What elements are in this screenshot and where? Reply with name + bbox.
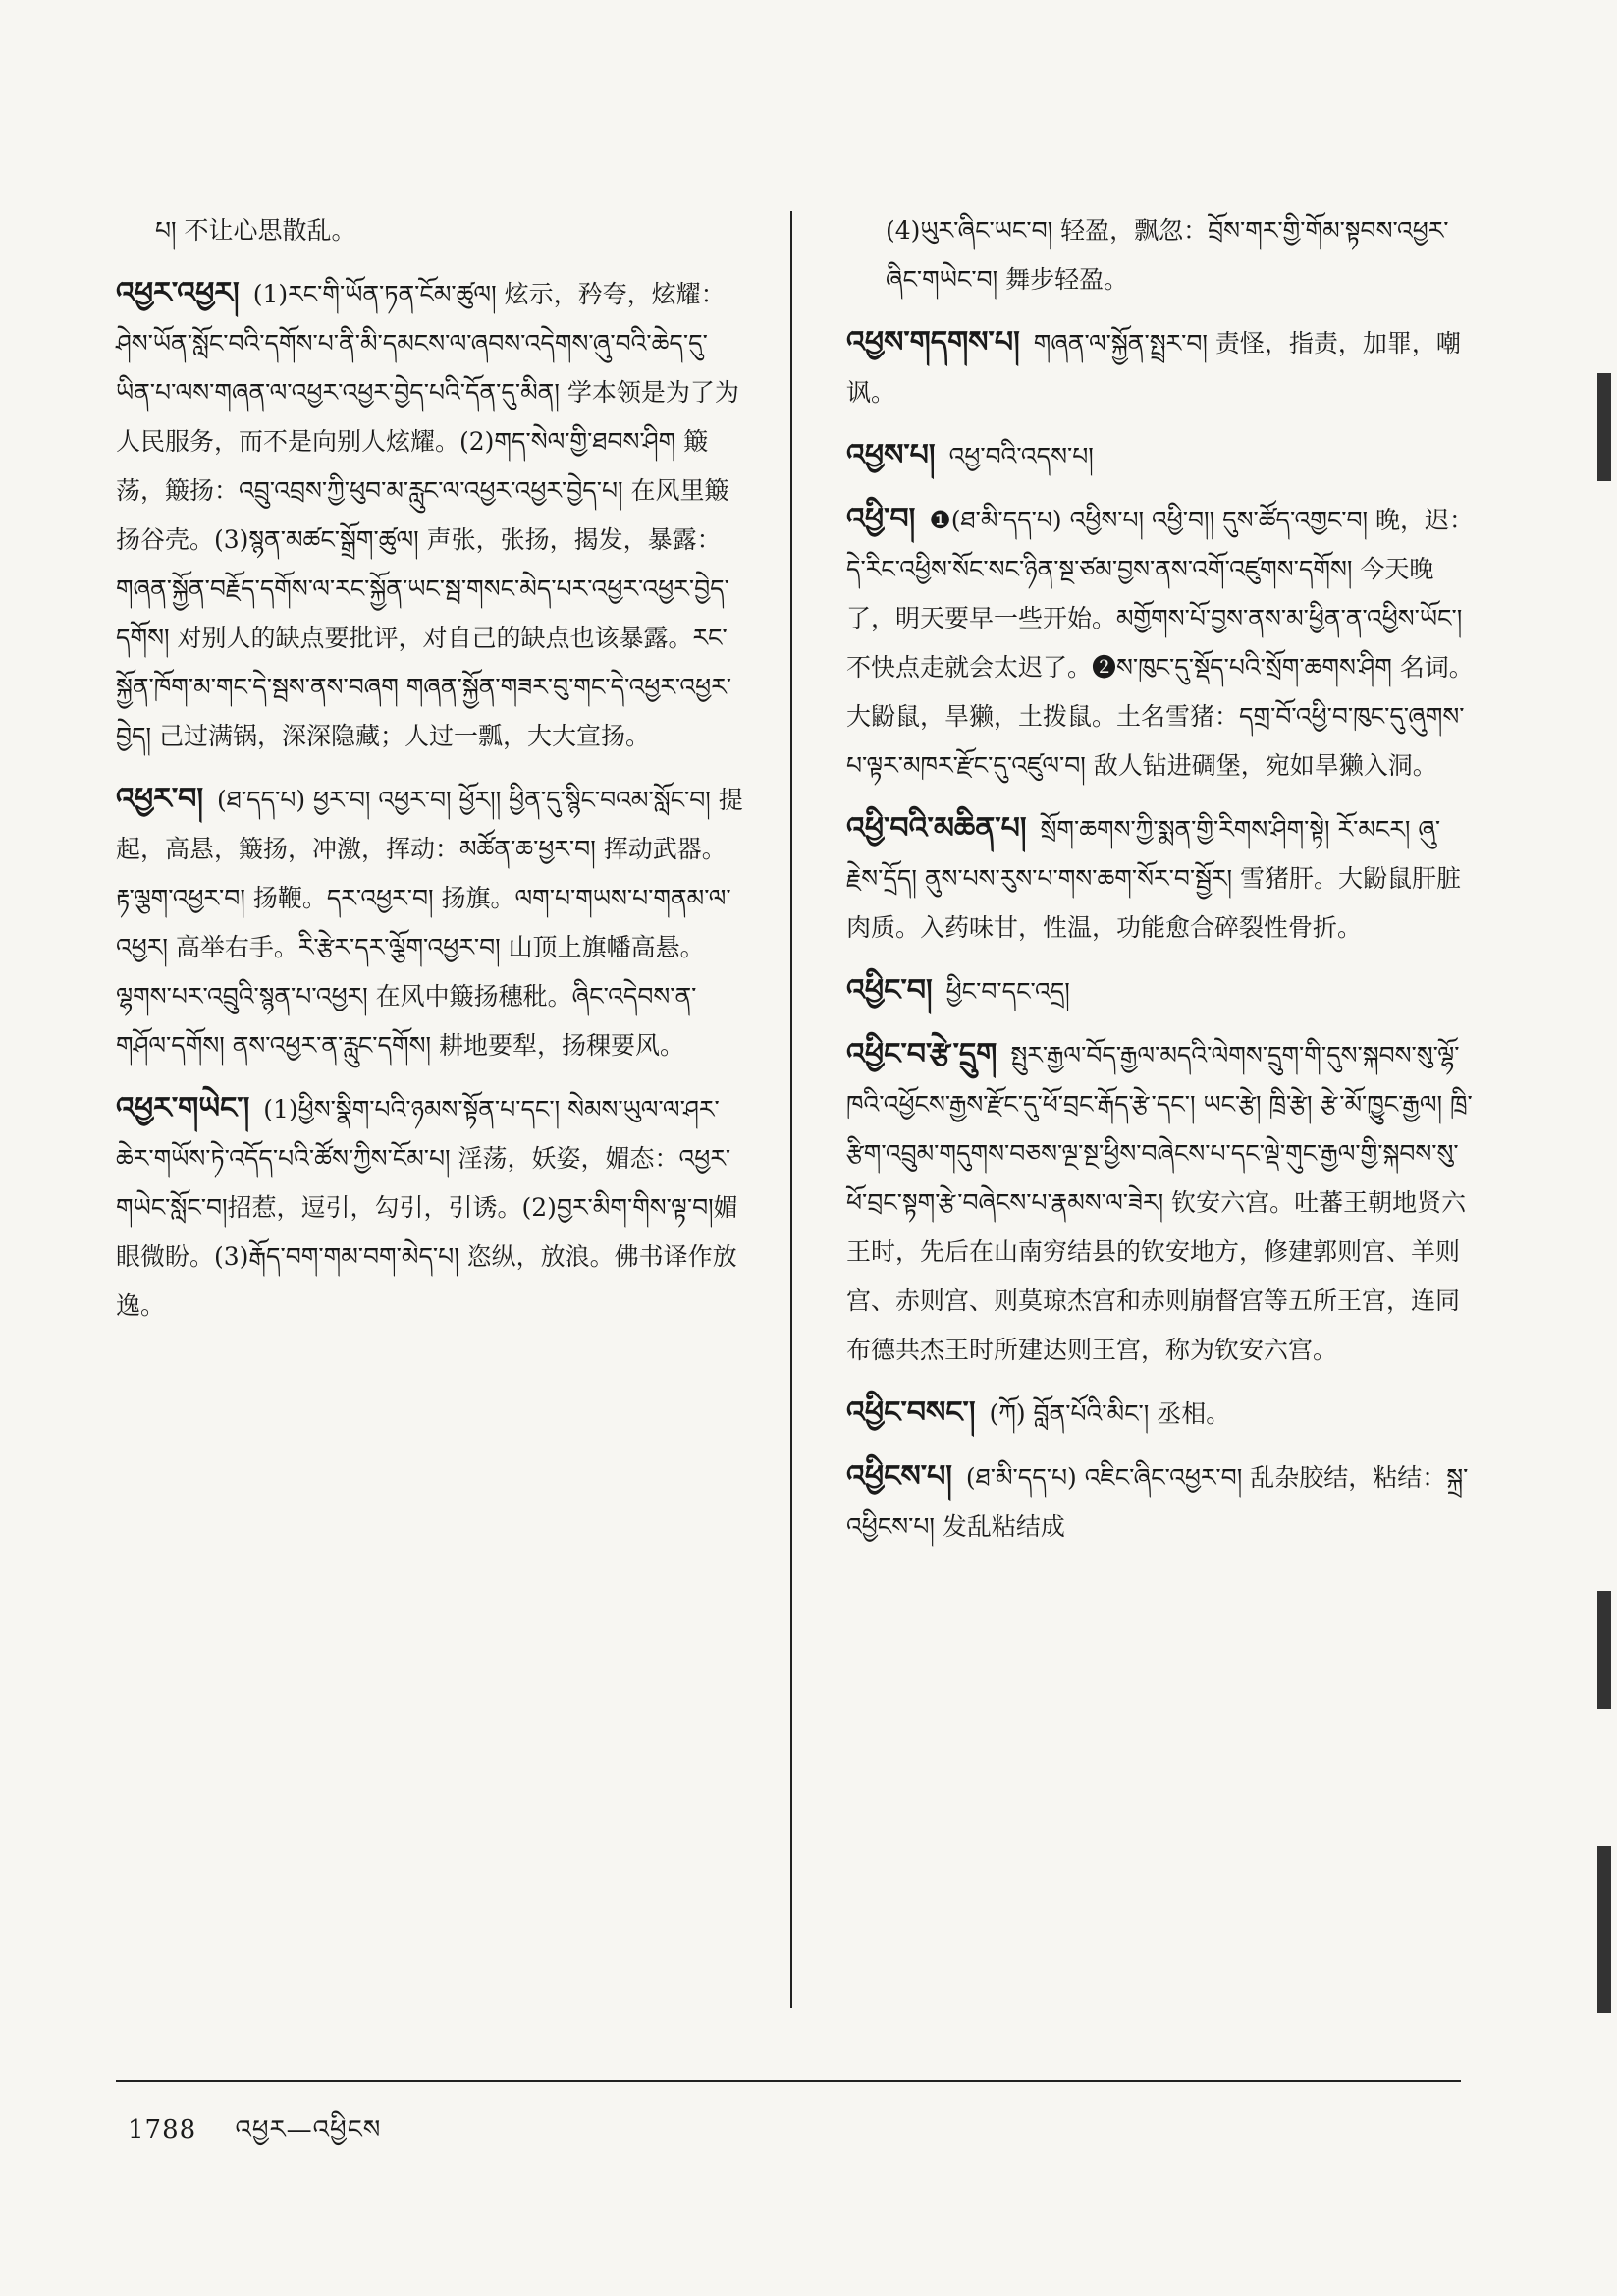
page-footer xyxy=(128,2102,381,2173)
entry-definition: (ཐ་མི་དད་པ) འཇིང་ཞིང་འཕྱར་བ། 乱杂胶结，粘结：སྐྲ་འཕྱིངས་པ། 发乱粘结成 xyxy=(846,1463,1469,1541)
entry-headword: འཕྱར་གཡེང་། xyxy=(116,1091,250,1125)
entry-headword: འཕྱིང་བསང་། xyxy=(846,1395,976,1430)
entry-headword: འཕྱར་འཕྱར། xyxy=(116,276,240,310)
dictionary-entry xyxy=(116,206,744,255)
edge-mark xyxy=(1597,373,1611,481)
page-range: འཕྱར—འཕྱིངས xyxy=(235,2115,382,2145)
entry-headword: འཕྱི་བ། xyxy=(846,502,916,536)
page-number: 1788 xyxy=(128,2115,197,2145)
footer-rule xyxy=(116,2080,1461,2082)
right-column xyxy=(846,206,1475,1565)
entry-definition: སྲོག་ཆགས་ཀྱི་སྨན་གྱི་རིགས་ཤིག་སྟེ། རོ་མངར། ཞུ་རྗེས་དྲོད། ནུས་པས་རུས་པ་གས་ཆག་སོར་བ་སྦྱོར། 雪猪肝。大鼢鼠肝脏肉质。入药味甘，性温，功能愈合碎裂性骨折。 xyxy=(846,815,1462,942)
edge-mark xyxy=(1597,1591,1611,1709)
entry-definition: (1)རང་གི་ཡོན་ཏན་ངོམ་ཚུལ། 炫示，矜夸，炫耀：ཤེས་ཡོན་སློང་བའི་དགོས་པ་ནི་མི་དམངས་ལ་ཞབས་འདེགས་ཞུ་བའི་ཆེད་དུ་ཡིན་པ་ལས་གཞན་ལ་འཕྱར་འཕྱར་བྱེད་པའི་དོན་དུ་མིན། 学本领是为了为人民服务，而不是向别人炫耀。(2)གད་སེལ་གྱི་ཐབས་ཤིག 簸荡，簸扬：འབྲུ་འབྲས་ཀྱི་ཕུབ་མ་རླུང་ལ་འཕྱར་འཕྱར་བྱེད་པ། 在风里簸扬谷壳。(3)སྙན་མཚང་སྒྲོག་ཚུལ། 声张，张扬，揭发，暴露：གཞན་སྐྱོན་བརྗོད་དགོས་ལ་རང་སྐྱོན་ཡང་སྦ་གསང་མེད་པར་འཕྱར་འཕྱར་བྱེད་དགོས། 对别人的缺点要批评，对自己的缺点也该暴露。རང་སྐྱོན་ཁོག་མ་གང་དེ་སྦས་ནས་བཞག གཞན་སྐྱོན་གཟར་བུ་གང་དེ་འཕྱར་འཕྱར་བྱེད། 己过满锅，深深隐藏；人过一瓢，大大宣扬。 xyxy=(116,280,739,750)
scan-edge-marks xyxy=(1588,0,1617,2296)
entry-definition: འཕྱ་བའི་འདས་པ། xyxy=(948,442,1094,470)
dictionary-entry xyxy=(846,804,1475,953)
dictionary-entry xyxy=(846,495,1475,791)
entry-headword: འཕྱས་པ། xyxy=(846,438,936,472)
dictionary-entry xyxy=(846,1030,1475,1375)
edge-mark xyxy=(1597,1846,1611,2013)
left-column xyxy=(116,206,744,1344)
dictionary-entry xyxy=(846,206,1475,304)
entry-definition: ཕྱིང་བ་དང་འདྲ། xyxy=(945,977,1070,1006)
entry-definition: སྤུར་རྒྱལ་བོད་རྒྱལ་མདའི་ལེགས་དྲུག་གི་དུས་སྐབས་སུ་ལྷོ་ཁའི་འཕྱོངས་རྒྱས་རྫོང་དུ་ཕོ་བྲང་རྒོད་རྩེ་དང་། ཡང་རྩེ། ཁྲི་རྩེ། རྩེ་མོ་ཁྱུང་རྒྱལ། ཁྲི་རྩིག་འབྲུམ་གདུགས་བཅས་ལྔ་སྔ་ཕྱིས་བཞེངས་པ་དང་ལྡེ་གུང་རྒྱལ་གྱི་སྐབས་སུ་ཕོ་བྲང་སྟག་རྩེ་བཞེངས་པ་རྣམས་ལ་ཟེར། 钦安六宫。吐蕃王朝地贤六王时，先后在山南穷结县的钦安地方，修建郭则宫、羊则宫、赤则宫、则莫琼杰宫和赤则崩督宫等五所王宫，连同布德共杰王时所建达则王宫，称为钦安六宫。 xyxy=(846,1041,1473,1364)
entry-definition: ❶(ཐ་མི་དད་པ) འཕྱིས་པ། འཕྱི་བ།། དུས་ཚོད་འགྱང་བ། 晚，迟：དེ་རིང་འཕྱིས་སོང་སང་ཉིན་སྔ་ཙམ་བྱས་ནས་འགོ་འཛུགས་དགོས། 今天晚了，明天要早一些开始。མགྱོགས་པོ་བྱས་ནས་མ་ཕྱིན་ན་འཕྱིས་ཡོང་། 不快点走就会太迟了。❷ས་ཁུང་དུ་སྡོད་པའི་སྲོག་ཆགས་ཤིག 名词。大鼢鼠，旱獭，土拨鼠。土名雪猪：དགྲ་བོ་འཕྱི་བ་ཁུང་དུ་ཞུགས་པ་ལྟར་མཁར་རྫོང་དུ་འཛུལ་བ། 敌人钻进碉堡，宛如旱獭入洞。 xyxy=(846,506,1475,780)
entry-definition: (4)ཡུར་ཞིང་ཡང་བ། 轻盈，飘忽：བྲོས་གར་གྱི་གོམ་སྟབས་འཕྱར་ཞིང་གཡེང་བ། 舞步轻盈。 xyxy=(886,216,1449,294)
entry-headword: འཕྱིང་བ། xyxy=(846,973,933,1008)
entry-definition: (ཀོ) བློན་པོའི་མིང་། 丞相。 xyxy=(989,1399,1231,1428)
entry-definition: (1)ཕྱིས་སྣིག་པའི་ཉམས་སྟོན་པ་དང་། སེམས་ཡུལ་ལ་ཤར་ཆེར་གཡོས་ཏེ་འདོད་པའི་ཚོས་ཀྱིས་ངོམ་པ། 淫荡，妖姿，媚态：འཕྱར་གཡེང་སློང་བ།招惹，逗引，勾引，引诱。(2)བྱར་མིག་གིས་ལྟ་བ།媚眼微盼。(3)རྒོད་བག་གམ་བག་མེད་པ། 恣纵，放浪。佛书译作放逸。 xyxy=(116,1095,738,1320)
entry-headword: འཕྱིངས་པ། xyxy=(846,1459,952,1494)
entry-definition: གཞན་ལ་སྐྱོན་སྤྲར་བ། 责怪，指责，加罪，嘲讽。 xyxy=(846,329,1461,407)
column-divider xyxy=(790,211,792,2008)
entry-headword: འཕྱི་བའི་མཆིན་པ། xyxy=(846,811,1027,846)
dictionary-entry xyxy=(846,966,1475,1016)
entry-headword: འཕྱིང་བ་རྩེ་དྲུག xyxy=(846,1037,997,1071)
entry-definition: (ཐ་དད་པ) ཕྱར་བ། འཕྱར་བ། ཕྱོར།། ཕྱིན་དུ་སྙིང་བའམ་སློང་བ། 提起，高悬，簸扬，冲激，挥动：མཚོན་ཆ་ཕྱར་བ། 挥动武器。རྟ་ལྕག་འཕྱར་བ། 扬鞭。དར་འཕྱར་བ། 扬旗。ལག་པ་གཡས་པ་གནམ་ལ་འཕྱར། 高举右手。རི་རྩེར་དར་ལྕོག་འཕྱར་བ། 山顶上旗幡高悬。ལྷགས་པར་འབྲུའི་སྙན་པ་འཕྱར། 在风中簸扬穗秕。ཞིང་འདེབས་ན་གཤོལ་དགོས། ནས་འཕྱར་ན་རླུང་དགོས། 耕地要犁，扬稞要风。 xyxy=(116,786,743,1060)
dictionary-entry xyxy=(116,775,744,1070)
dictionary-entry xyxy=(846,1389,1475,1439)
entry-definition: པ། 不让心思散乱。 xyxy=(155,216,356,245)
dictionary-entry xyxy=(846,1452,1475,1552)
dictionary-entry xyxy=(846,318,1475,417)
dictionary-entry xyxy=(116,1084,744,1331)
entry-headword: འཕྱར་བ། xyxy=(116,782,204,816)
entry-headword: འཕྱས་གདགས་པ། xyxy=(846,325,1020,359)
dictionary-entry xyxy=(116,269,744,761)
dictionary-entry xyxy=(846,431,1475,481)
